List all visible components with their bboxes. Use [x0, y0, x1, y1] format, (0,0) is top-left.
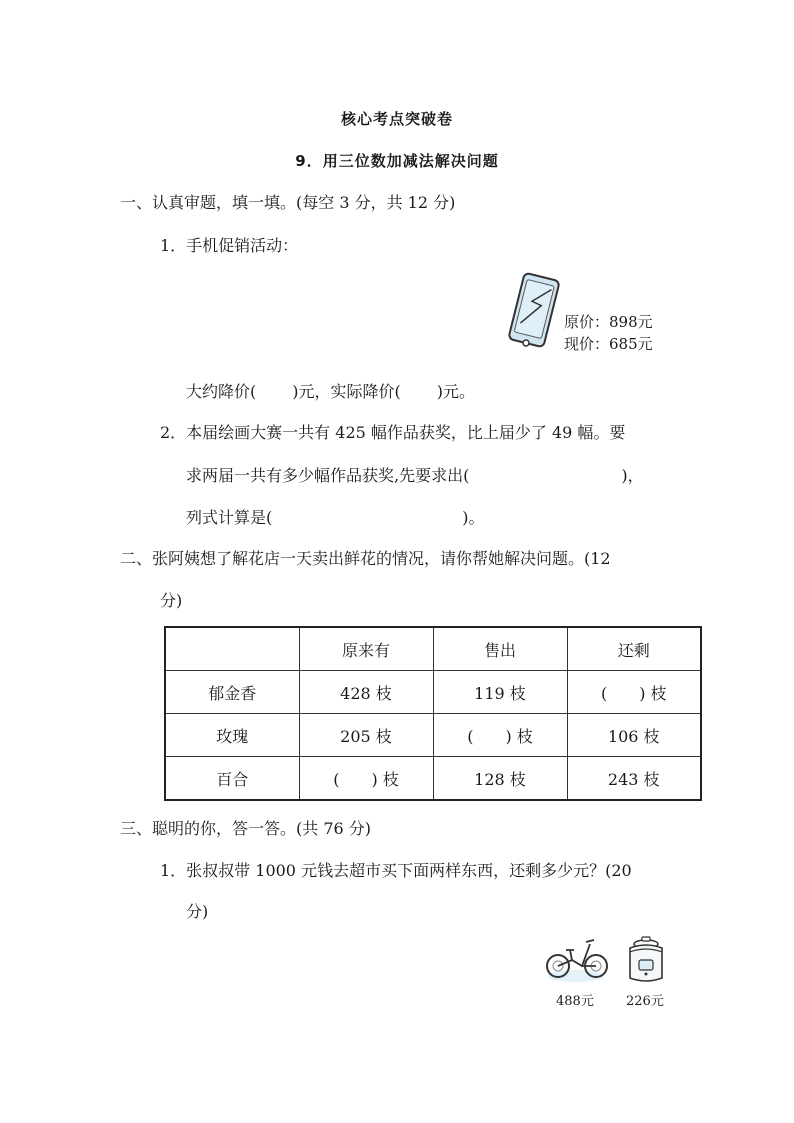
table-cell: 106 枝	[567, 714, 701, 757]
table-cell: 郁金香	[165, 671, 299, 714]
q2-line3-post: )。	[462, 508, 485, 527]
q1-answer-pre: 大约降价(	[186, 382, 257, 401]
bike-price: 488元	[556, 994, 594, 1009]
table-cell-blank[interactable]: ( ) 枝	[567, 671, 701, 714]
q1-answer-post: )元。	[436, 382, 475, 401]
table-row	[165, 671, 701, 714]
table-cell: 玫瑰	[165, 714, 299, 757]
q2-line2	[186, 463, 644, 486]
bicycle-icon	[544, 930, 608, 986]
section2-heading-cont: 分)	[160, 591, 183, 610]
current-price-label: 现价：685元	[564, 335, 653, 353]
section2-heading: 二、张阿姨想了解花店一天卖出鲜花的情况，请你帮她解决问题。(12	[120, 549, 611, 568]
section3-heading: 三、聪明的你，答一答。(共 76 分)	[120, 819, 372, 838]
table-cell: 119 枝	[433, 671, 567, 714]
flower-table	[164, 626, 702, 801]
q1-answer-line	[186, 379, 475, 402]
table-header-cell: 原来有	[299, 627, 433, 671]
table-header-cell: 售出	[433, 627, 567, 671]
document-subtitle: 9．用三位数加减法解决问题	[295, 152, 499, 170]
original-price-label: 原价：898元	[564, 313, 653, 331]
table-cell: 205 枝	[299, 714, 433, 757]
table-row	[165, 757, 701, 801]
q2-line2-pre: 求两届一共有多少幅作品获奖,先要求出(	[186, 466, 470, 485]
table-cell: 百合	[165, 757, 299, 801]
q2-line3	[186, 505, 485, 528]
rice-cooker-icon	[624, 934, 668, 988]
table-cell-blank[interactable]: ( ) 枝	[433, 714, 567, 757]
table-cell: 243 枝	[567, 757, 701, 801]
table-header-row	[165, 627, 701, 671]
table-header-cell	[165, 627, 299, 671]
q2-line3-pre: 列式计算是(	[186, 508, 273, 527]
table-row	[165, 714, 701, 757]
q2-line2-post: )，	[621, 466, 644, 485]
phone-icon	[506, 272, 562, 352]
q2-line1: 2．本届绘画大赛一共有 425 幅作品获奖，比上届少了 49 幅。要	[160, 423, 626, 442]
q1-text: 1．手机促销活动：	[160, 236, 299, 255]
section1-heading: 一、认真审题，填一填。(每空 3 分，共 12 分)	[120, 193, 456, 212]
s3-q1-line2: 分)	[186, 902, 209, 921]
q1-answer-mid: )元，实际降价(	[292, 382, 401, 401]
table-cell: 128 枝	[433, 757, 567, 801]
document-title: 核心考点突破卷	[340, 110, 453, 128]
s3-q1-line1: 1．张叔叔带 1000 元钱去超市买下面两样东西，还剩多少元？(20	[160, 861, 632, 880]
table-header-cell: 还剩	[567, 627, 701, 671]
table-cell: 428 枝	[299, 671, 433, 714]
table-cell-blank[interactable]: ( ) 枝	[299, 757, 433, 801]
cooker-price: 226元	[626, 994, 664, 1009]
